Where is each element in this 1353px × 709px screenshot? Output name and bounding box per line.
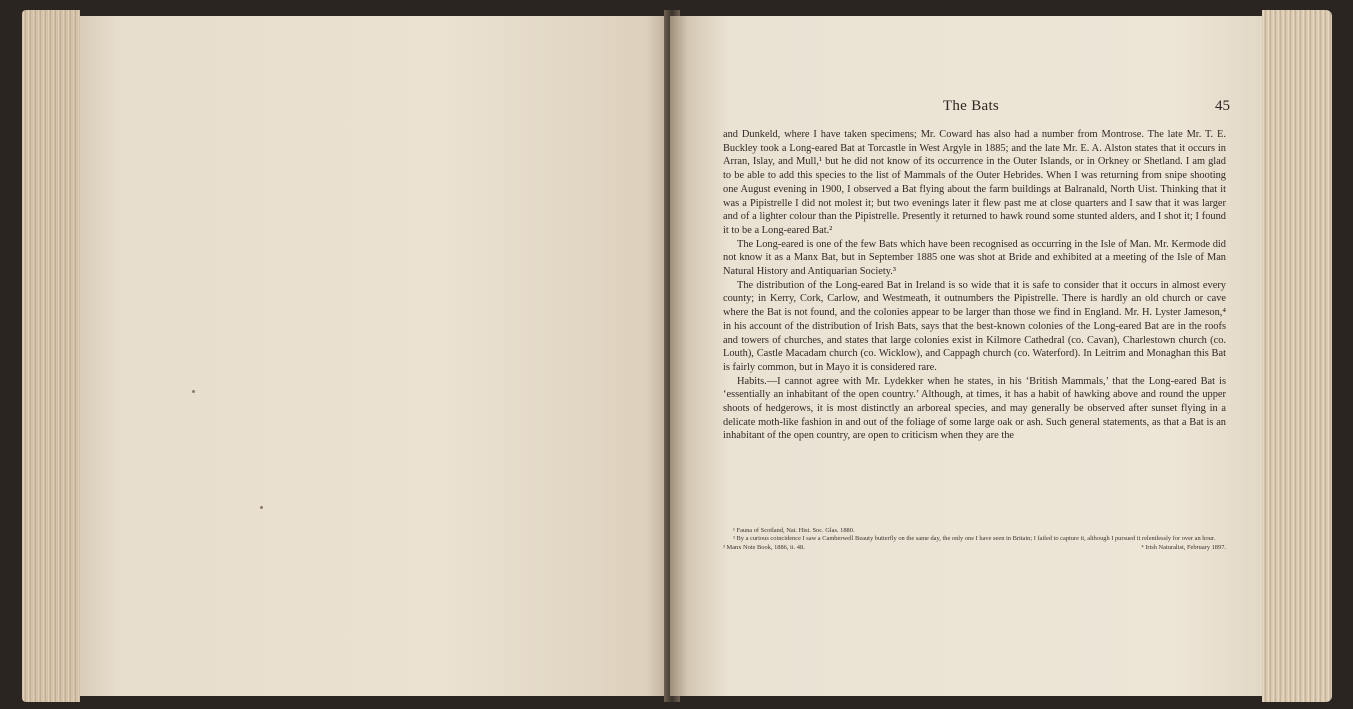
left-page-blank — [80, 16, 682, 696]
footnote-row — [723, 544, 1226, 552]
footnote-1: ¹ Fauna of Scotland, Nat. Hist. Soc. Glas. 1880. — [733, 527, 855, 534]
page-speck — [260, 506, 263, 509]
page-number: 45 — [1215, 98, 1230, 114]
paragraph: Habits.—I cannot agree with Mr. Lydekker when he states, in his ‘British Mammals,’ that the Long-eared Bat is ‘essentially an inhabitant of the open country.’ Although, at times, it has a habit of hawking above and round the upper shoots of hedgerows, it is most distinctly an arboreal species, and may generally be observed after sunset flying in a delicate moth-like fashion in and out of the foliage of some large oak or ash. Such general statements, as that a Bat is an inhabitant of the open country, are open to criticism when they are the — [723, 375, 1226, 442]
left-page-edges — [22, 10, 80, 702]
paragraph: and Dunkeld, where I have taken specimens; Mr. Coward has also had a number from Montrose. The late Mr. T. E. Buckley took a Long-eared Bat at Torcastle in West Argyle in 1885; and the late Mr. E. A. Alston states that it occurs in Arran, Islay, and Mull,¹ but he did not know of its occurrence in the Outer Islands, or in Orkney or Shetland. I am glad to be able to add this species to the list of Mammals of the Outer Hebrides. When I was returning from snipe shooting one August evening in 1900, I observed a Bat flying about the farm buildings at Balranald, North Uist. Thinking that it was a Pipistrelle I did not molest it; but two evenings later it flew past me at close quarters and I saw that it was larger and of a lighter colour than the Pipistrelle. Presently it returned to hawk round some stunted alders, and I shot it; I found it to be a Long-eared Bat.² — [723, 129, 1226, 236]
running-title: The Bats — [942, 98, 1000, 114]
page-header — [712, 98, 1230, 122]
body-text — [723, 128, 1226, 443]
page-speck — [192, 390, 195, 393]
paragraph: The Long-eared is one of the few Bats which have been recognised as occurring in the Isle of Man. Mr. Kermode did not know it as a Manx Bat, but in September 1885 one was shot at Bride and exhibited at a meeting of the Isle of Man Natural History and Antiquarian Society.³ — [723, 238, 1226, 278]
paragraph: The distribution of the Long-eared Bat in Ireland is so wide that it is safe to consider that it occurs in almost every county; in Kerry, Cork, Carlow, and Westmeath, it outnumbers the Pipistrelle. There is hardly an old church or cave where the Bat is not found, and the colonies appear to be larger than those we find in England. Mr. H. Lyster Jameson,⁴ in his account of the distribution of Irish Bats, says that the best-known colonies of the Long-eared Bat are in the roofs and towers of churches, and states that large colonies exist in Kilmore Cathedral (co. Cavan), Charlestown church (co. Louth), Castle Macadam church (co. Wicklow), and Cappagh church (co. Waterford). In Leitrim and Monaghan this Bat is fairly common, but in Mayo it is considered rare. — [723, 279, 1226, 373]
footnote-3: ³ Manx Note Book, 1886, ii. 48. — [723, 543, 805, 551]
footnotes — [723, 527, 1226, 552]
right-page-edges — [1262, 10, 1332, 702]
footnote-2: ² By a curious coincidence I saw a Camberwell Beauty butterfly on the same day, the only one I have seen in Britain; I failed to capture it, although I pursued it relentlessly for over an hour. — [733, 535, 1216, 543]
footnote-4: ⁴ Irish Naturalist, February 1897. — [1141, 543, 1226, 551]
